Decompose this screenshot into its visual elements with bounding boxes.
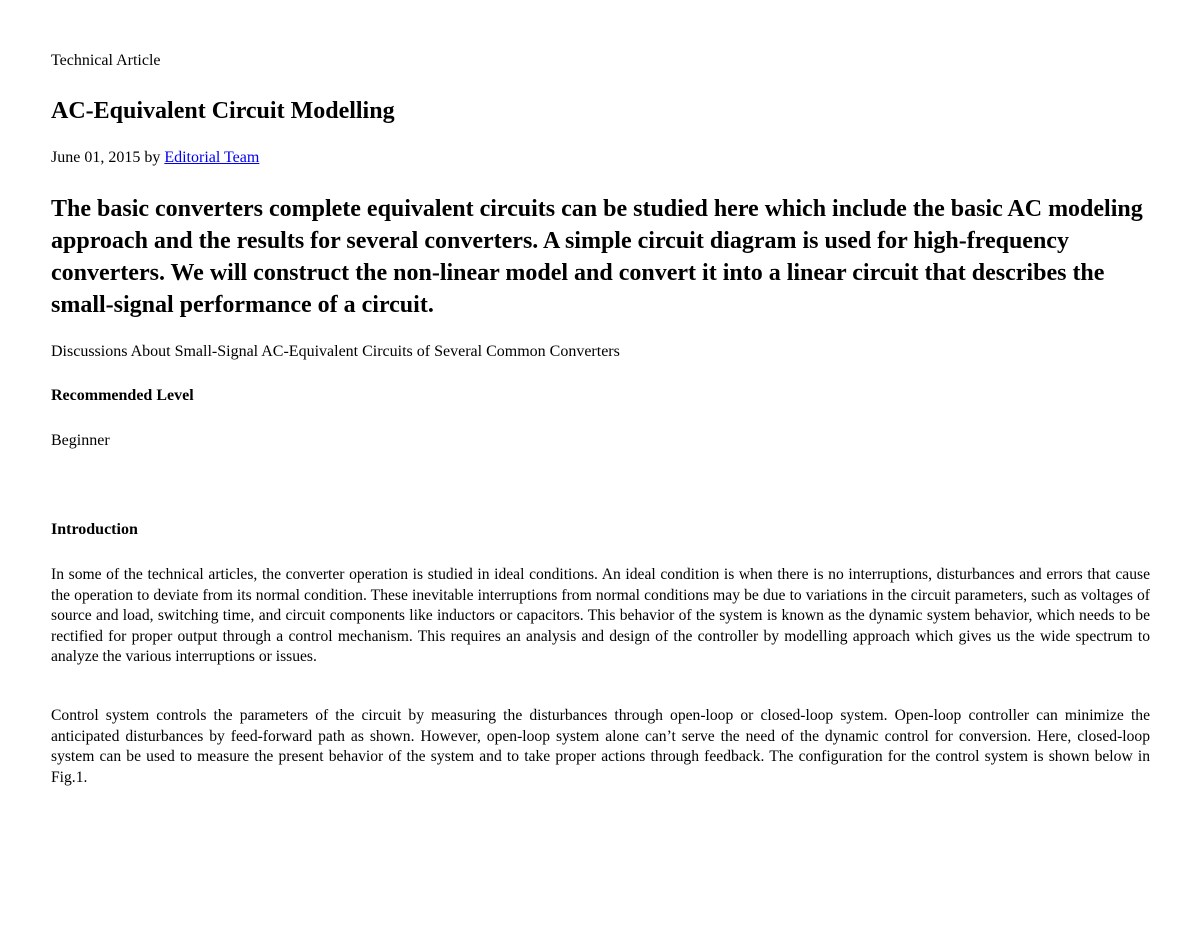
introduction-paragraph: Control system controls the parameters of the circuit by measuring the disturbances through open-loop or closed-loop system. Open-loop controller can minimize the anticipated disturbances by feed-forward path as shown. However, open-loop system alone can’t serve the need of the dynamic control for conversion. Here, closed-loop system can be used to measure the present behavior of the system and to take proper actions through feedback. The configuration for the control system is shown below in Fig.1. [51,707,1150,786]
recommended-level-value: Beginner [51,432,110,449]
article-subtitle: Discussions About Small-Signal AC-Equivalent Circuits of Several Common Converters [51,343,620,360]
byline-by: by [144,149,161,166]
article-lede: The basic converters complete equivalent circuits can be studied here which include the basic AC modeling approach and the results for several converters. A simple circuit diagram is used for high-frequency converters. We will construct the non-linear model and convert it into a linear circuit that describes the small-signal performance of a circuit. [51,196,1143,318]
author-link[interactable]: Editorial Team [164,149,260,166]
article-category: Technical Article [51,52,161,69]
introduction-paragraph: In some of the technical articles, the converter operation is studied in ideal conditions. An ideal condition is when there is no interruptions, disturbances and errors that cause the operation to deviate from its normal condition. These inevitable interruptions from normal conditions may be due to variations in the circuit parameters, such as voltages of source and load, switching time, and circuit components like inductors or capacitors. This behavior of the system is known as the dynamic system behavior, which needs to be rectified for proper output through a control mechanism. This requires an analysis and design of the controller by modelling approach which gives us the wide spectrum to analyze the various interruptions or issues. [51,566,1150,665]
page-title: AC-Equivalent Circuit Modelling [51,98,395,124]
introduction-heading: Introduction [51,521,138,538]
recommended-level-label: Recommended Level [51,387,194,404]
byline [51,148,259,168]
publish-date: June 01, 2015 [51,149,141,166]
